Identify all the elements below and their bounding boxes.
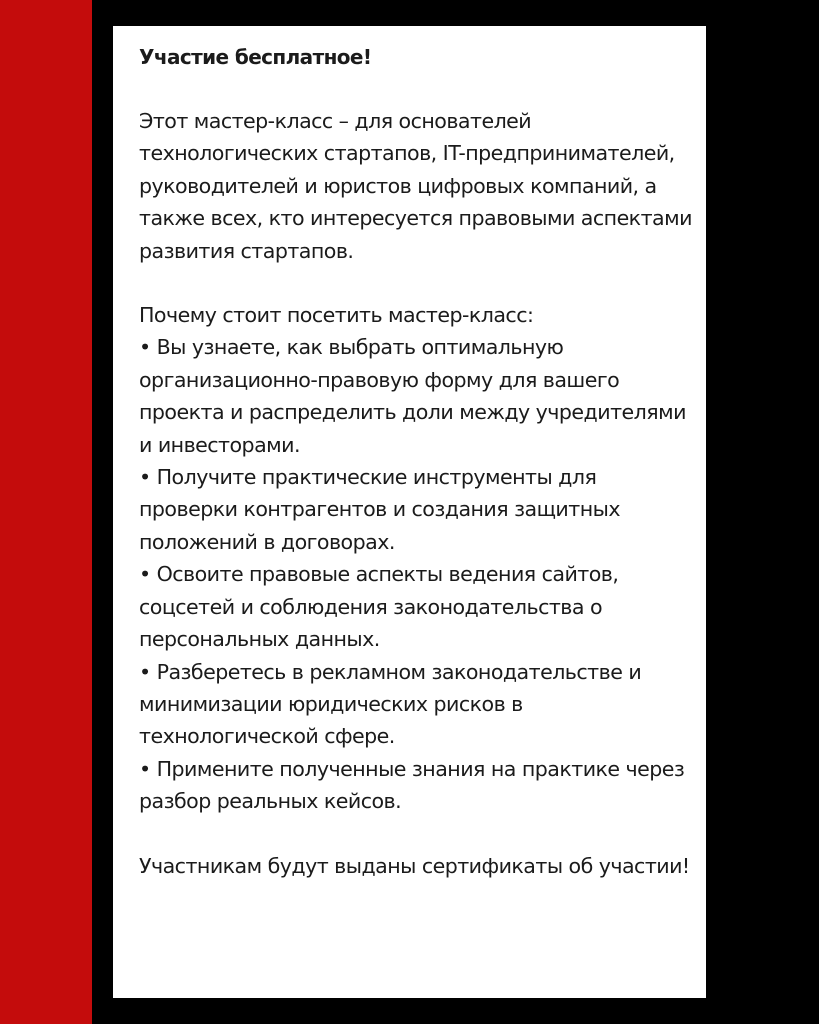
announcement-card — [113, 26, 706, 998]
why-heading: Почему стоит посетить мастер-класс: — [139, 303, 534, 328]
benefit-item: • Разберетесь в рекламном законодательстве и минимизации юридических рисков в технологической сфере. — [139, 659, 642, 749]
benefit-item: • Освоите правовые аспекты ведения сайтов, соцсетей и соблюдения законодательства о персональных данных. — [139, 562, 619, 652]
headline-free-participation: Участие бесплатное! — [139, 45, 372, 69]
benefit-item: • Примените полученные знания на практике через разбор реальных кейсов. — [139, 756, 685, 814]
benefit-item: • Получите практические инструменты для проверки контрагентов и создания защитных положений в договорах. — [139, 465, 620, 554]
closing-paragraph: Участникам будут выданы сертификаты об участии! — [139, 853, 690, 878]
red-accent-stripe — [0, 0, 92, 1024]
benefits-list — [139, 331, 696, 817]
intro-paragraph: Этот мастер-класс – для основателей технологических стартапов, IT-предпринимателей, руководителей и юристов цифровых компаний, а также всех, кто интересуется правовыми аспектами развития стартапов. — [139, 109, 692, 263]
benefit-item: • Вы узнаете, как выбрать оптимальную организационно-правовую форму для вашего проекта и распределить доли между учредителями и инвесторами. — [139, 335, 686, 457]
